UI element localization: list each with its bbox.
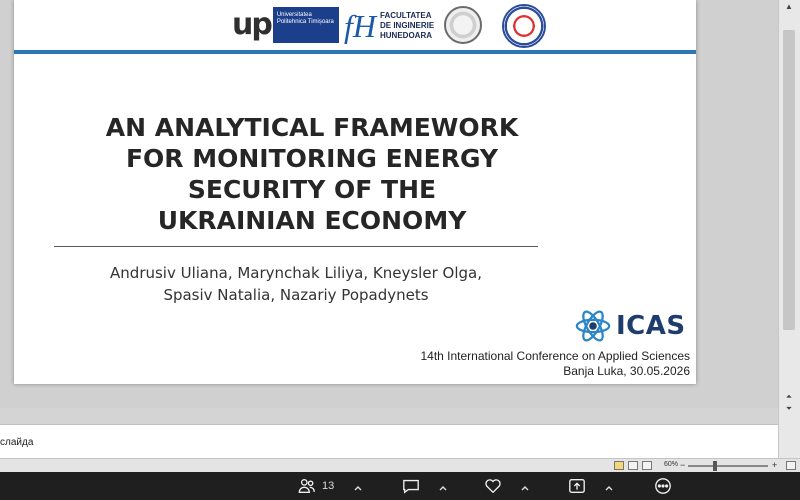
title-line: SECURITY OF THE <box>187 175 437 204</box>
icas-logo <box>574 307 686 345</box>
slide-title <box>54 112 570 236</box>
icas-label: ICAS <box>616 311 686 341</box>
reactions-button[interactable] <box>484 476 502 496</box>
fit-slide-button[interactable] <box>786 461 796 470</box>
reading-view-button[interactable] <box>642 461 652 470</box>
chevron-up-icon[interactable] <box>438 480 448 490</box>
more-options-icon <box>654 477 672 495</box>
zoom-slider[interactable] <box>688 465 768 467</box>
share-screen-button[interactable] <box>568 476 586 496</box>
previous-slide-icon[interactable]: ⏶ <box>785 392 793 401</box>
fih-logo-mark: fH <box>344 8 376 44</box>
chevron-up-icon[interactable] <box>353 480 363 490</box>
zoom-out-icon[interactable]: − <box>680 460 686 470</box>
fih-text-line: FACULTATEA <box>380 11 432 20</box>
meeting-toolbar <box>0 472 800 500</box>
slide-sorter-view-button[interactable] <box>628 461 638 470</box>
vertical-scrollbar[interactable] <box>778 0 800 424</box>
title-line: UKRAINIAN ECONOMY <box>157 206 467 235</box>
upt-logo-text: Universitatea Politehnica Timișoara <box>273 7 339 43</box>
zoom-level[interactable]: 60% <box>664 461 679 468</box>
next-slide-icon[interactable]: ⏷ <box>785 404 793 413</box>
fih-logo-text <box>380 11 434 41</box>
participants-icon <box>298 477 316 495</box>
author-line: Andrusiv Uliana, Marynchak Liliya, Kneysler Olga, <box>110 264 482 282</box>
notes-scrollbar[interactable] <box>778 424 800 458</box>
zoom-in-icon[interactable]: + <box>772 460 778 470</box>
share-icon <box>568 477 586 495</box>
upt-logo-mark: up <box>232 7 271 42</box>
title-line: FOR MONITORING ENERGY <box>125 144 499 173</box>
notes-text: слайда <box>0 437 34 448</box>
university-seal-logo <box>444 6 482 44</box>
author-list <box>54 262 538 306</box>
zoom-slider-thumb[interactable] <box>713 461 717 471</box>
chat-icon <box>402 477 420 495</box>
fih-text-line: DE INGINERIE <box>380 21 435 30</box>
conference-name: 14th International Conference on Applied Sciences <box>420 349 690 363</box>
conference-location-date: Banja Luka, 30.05.2026 <box>563 364 690 378</box>
reactions-heart-icon <box>484 477 502 495</box>
atom-icon <box>574 307 612 345</box>
participants-count: 13 <box>322 480 335 492</box>
slide-canvas[interactable] <box>14 0 696 384</box>
scroll-up-arrow-icon[interactable]: ▲ <box>785 2 793 11</box>
chevron-up-icon[interactable] <box>604 480 614 490</box>
title-divider <box>54 246 538 247</box>
chat-button[interactable] <box>402 476 420 496</box>
upt-logo <box>232 6 339 44</box>
fih-logo <box>344 6 434 46</box>
author-line: Spasiv Natalia, Nazariy Popadynets <box>163 286 429 304</box>
more-options-button[interactable] <box>654 476 672 496</box>
header-divider <box>14 50 696 54</box>
status-bar <box>0 458 800 472</box>
normal-view-button[interactable] <box>614 461 624 470</box>
fih-text-line: HUNEDOARA <box>380 31 432 40</box>
chevron-up-icon[interactable] <box>520 480 530 490</box>
title-line: AN ANALYTICAL FRAMEWORK <box>105 113 519 142</box>
partner-seal-logo <box>502 4 546 48</box>
scrollbar-thumb[interactable] <box>783 30 795 330</box>
speaker-notes-pane[interactable] <box>0 424 778 458</box>
participants-button[interactable] <box>298 476 334 496</box>
